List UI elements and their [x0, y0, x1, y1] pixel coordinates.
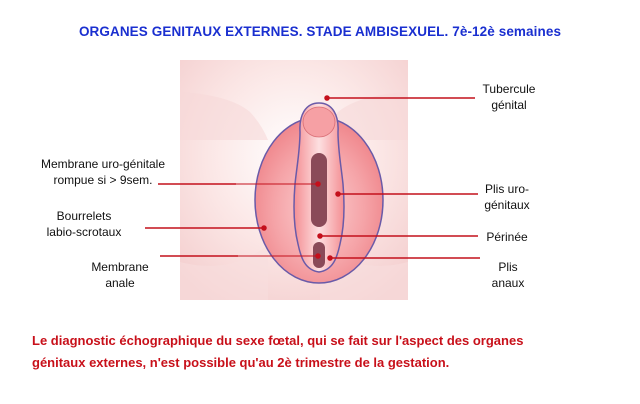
- label-perinee: [472, 229, 542, 245]
- label-plis-uro-line2: génitaux: [484, 198, 530, 212]
- label-membrane-uro-line1: Membrane uro-génitale: [40, 157, 166, 171]
- label-membrane-anale-line2: anale: [105, 276, 135, 290]
- label-bourrelets: [28, 208, 140, 240]
- label-membrane-uro-genitale: [28, 156, 178, 188]
- leader-dot-membrane-uro: [316, 182, 320, 186]
- leader-dot-membrane-anale: [316, 254, 320, 258]
- label-tubercule-line1: Tubercule: [482, 82, 536, 96]
- label-bourrelets-line1: Bourrelets: [56, 209, 112, 223]
- label-plis-anaux-line1: Plis: [498, 260, 518, 274]
- label-plis-uro-genitaux: [472, 181, 542, 213]
- label-perinee-line1: Périnée: [486, 230, 528, 244]
- label-tubercule-line2: génital: [491, 98, 527, 112]
- caption-line1: Le diagnostic échographique du sexe fœtal, qui se fait sur l'aspect des organes: [32, 333, 524, 348]
- label-plis-anaux-line2: anaux: [491, 276, 525, 290]
- urogenital-membrane: [311, 153, 327, 227]
- label-membrane-uro-line2: rompue si > 9sem.: [53, 173, 153, 187]
- label-membrane-anale-line1: Membrane: [91, 260, 149, 274]
- leader-dot-bourrelets: [262, 226, 266, 230]
- label-tubercule-genital: [474, 81, 544, 113]
- label-plis-uro-line1: Plis uro-: [484, 182, 529, 196]
- label-bourrelets-line2: labio-scrotaux: [46, 225, 122, 239]
- label-plis-anaux: [480, 259, 536, 291]
- leader-dot-plis-anaux: [328, 256, 332, 260]
- leader-dot-perinee: [318, 234, 322, 238]
- caption-line2: génitaux externes, n'est possible qu'au 2è trimestre de la gestation.: [32, 355, 450, 370]
- leader-dot-plis-uro: [336, 192, 340, 196]
- leader-dot-tubercule: [325, 96, 329, 100]
- page-title: ORGANES GENITAUX EXTERNES. STADE AMBISEXUEL. 7è-12è semaines: [78, 24, 562, 39]
- label-membrane-anale: [82, 259, 158, 291]
- genital-tubercle: [303, 107, 335, 137]
- diagnostic-caption: [32, 330, 622, 374]
